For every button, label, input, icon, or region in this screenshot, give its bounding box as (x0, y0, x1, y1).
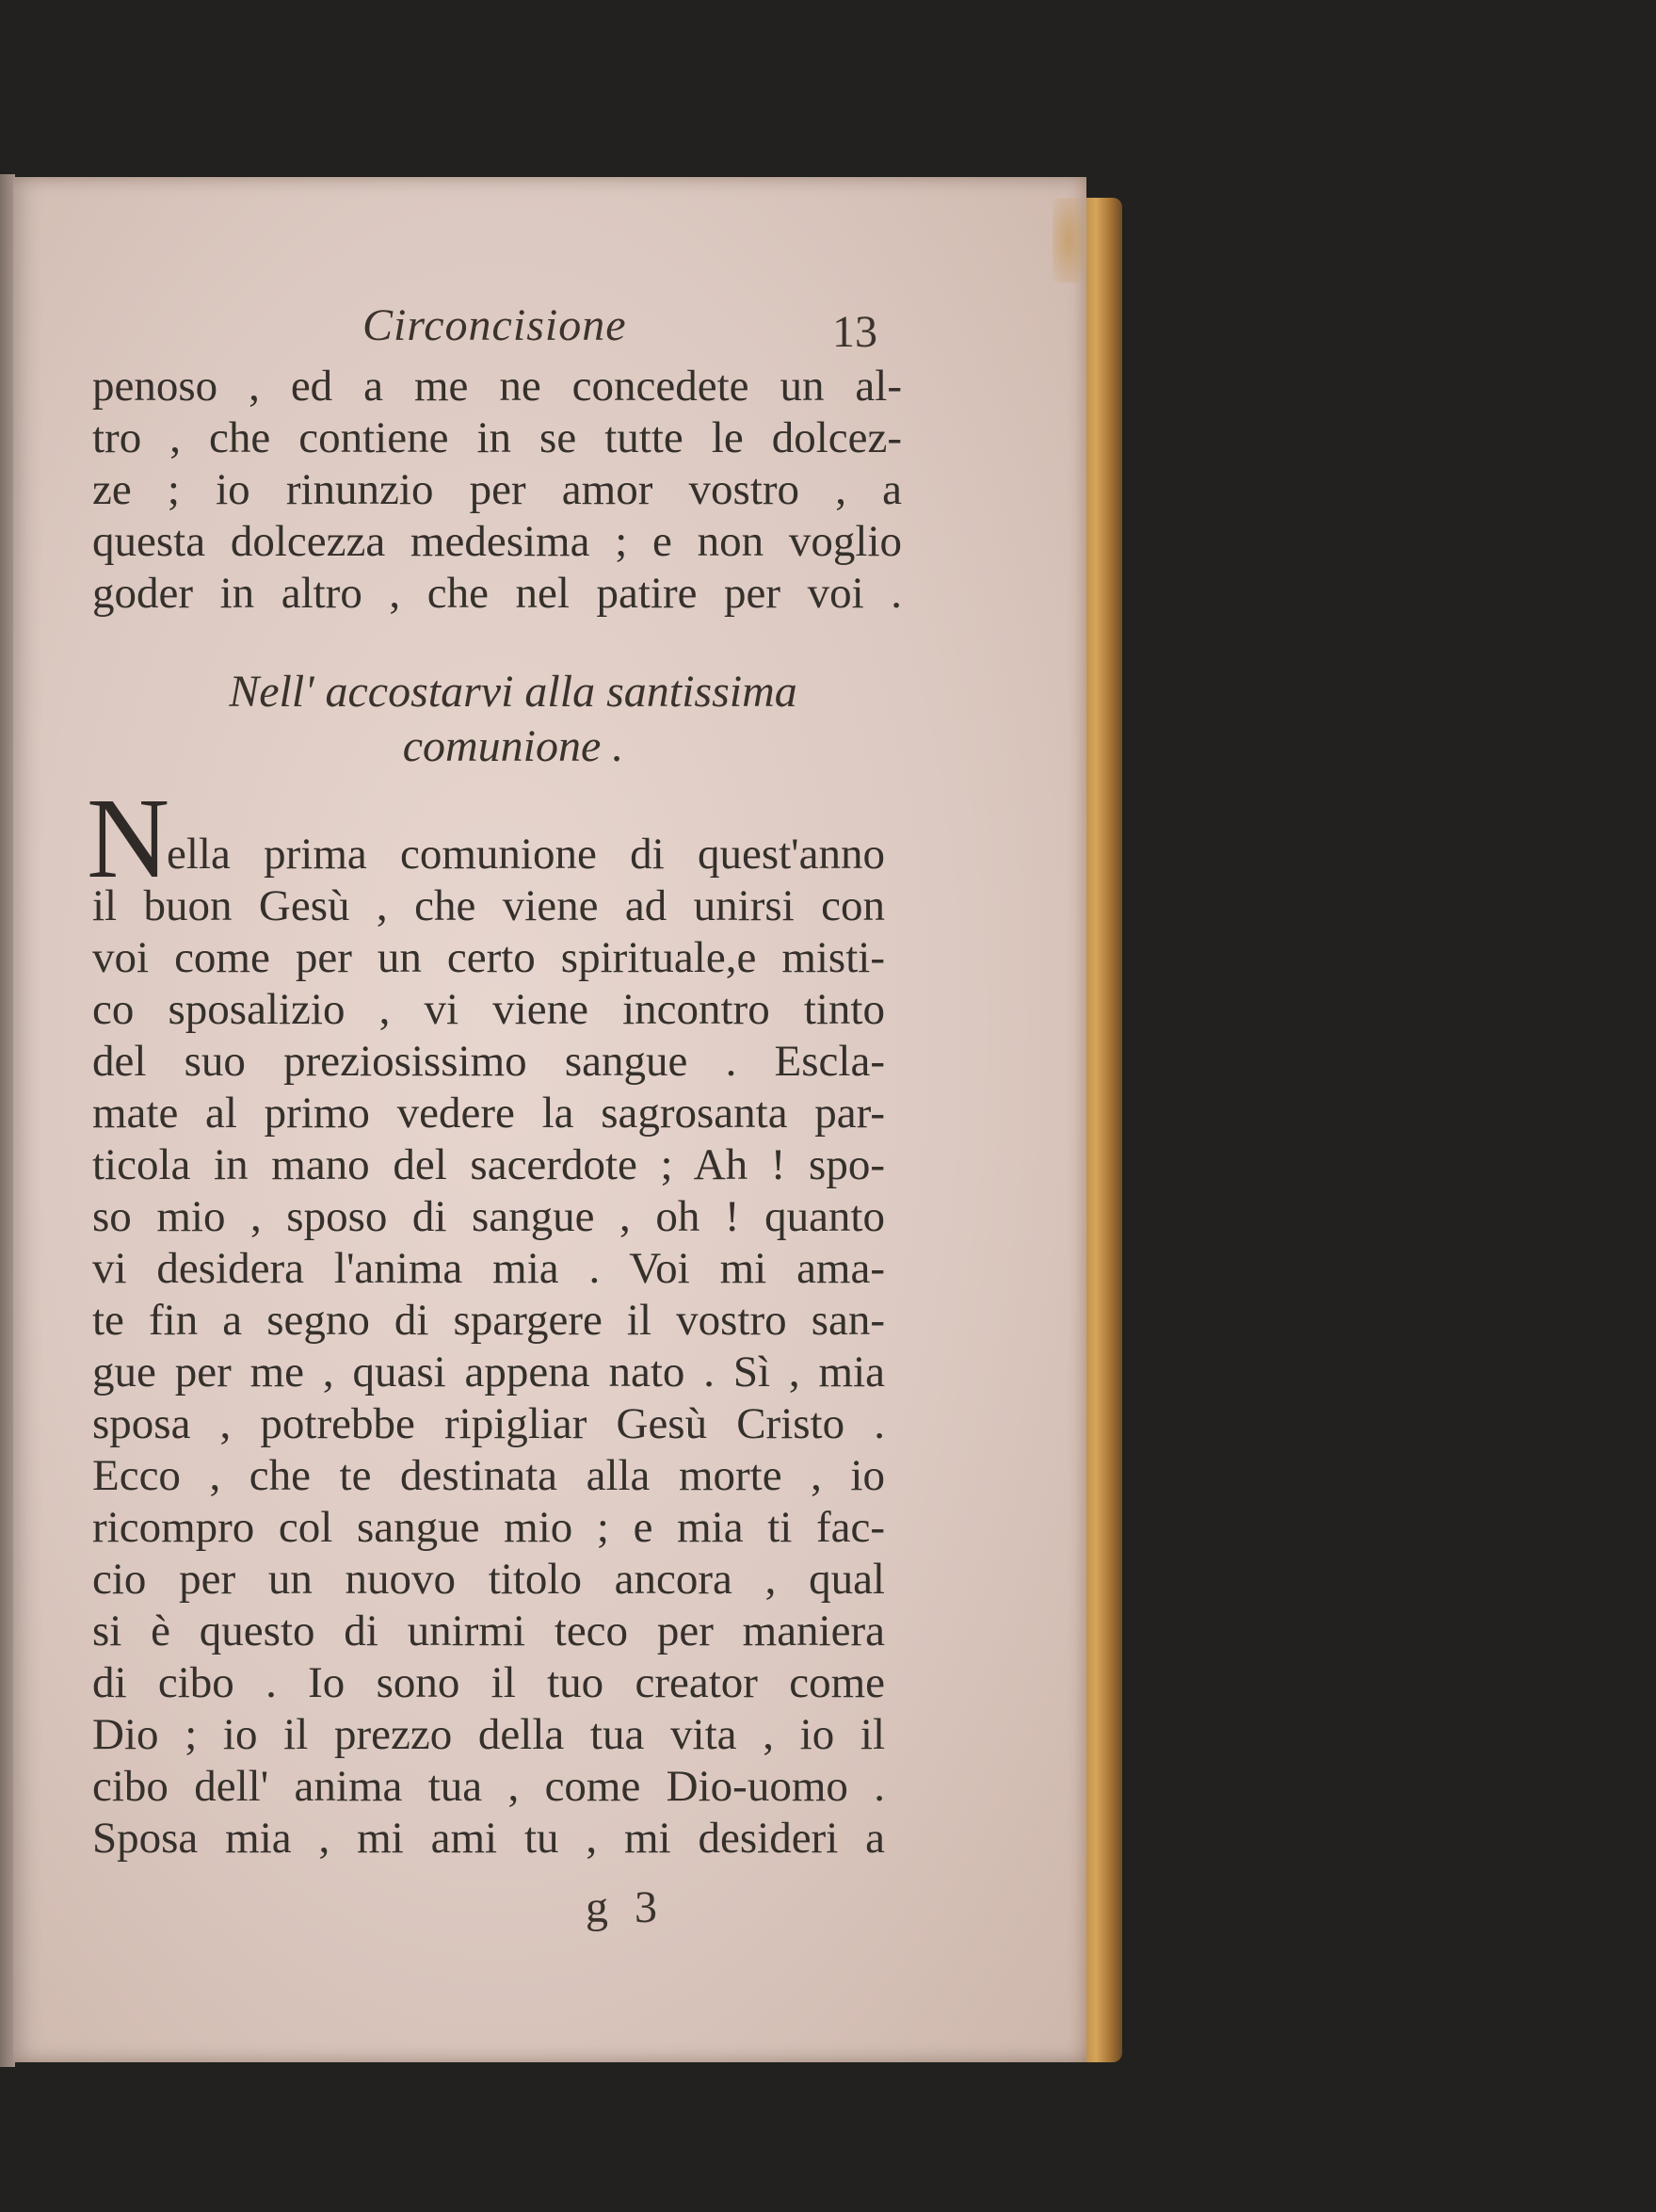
text-line: Dio ; io il prezzo della tua vita , io il (92, 1710, 885, 1759)
text-line: del suo preziosissimo sangue . Escla- (92, 1037, 885, 1086)
drop-cap: N (87, 775, 170, 902)
text-line: so mio , sposo di sangue , oh ! quanto (92, 1192, 885, 1241)
text-line: tro , che contiene in se tutte le dolcez- (92, 413, 902, 462)
text-line: ricompro col sangue mio ; e mia ti fac- (92, 1503, 885, 1552)
text-line: penoso , ed a me ne concedete un al- (92, 362, 902, 411)
text-line: gue per me , quasi appena nato . Sì , mia (92, 1348, 885, 1397)
text-line: Ecco , che te destinata alla morte , io (92, 1451, 885, 1500)
text-line: di cibo . Io sono il tuo creator come (92, 1658, 885, 1707)
text-line: co sposalizio , vi viene incontro tinto (92, 985, 885, 1034)
text-line: ze ; io rinunzio per amor vostro , a (92, 465, 902, 514)
text-line: sposa , potrebbe ripigliar Gesù Cristo . (92, 1399, 885, 1448)
text-line: voi come per un certo spirituale,e misti- (92, 933, 885, 982)
text-line: Sposa mia , mi ami tu , mi desideri a (92, 1814, 885, 1863)
text-line: cibo dell' anima tua , come Dio-uomo . (92, 1762, 885, 1811)
text-line: te fin a segno di spargere il vostro san- (92, 1296, 885, 1345)
signature-mark: g 3 (586, 1882, 665, 1932)
text-line: mate al primo vedere la sagrosanta par- (92, 1089, 885, 1138)
running-title: Circoncisione (362, 300, 627, 350)
page-stain (1053, 198, 1085, 283)
text-line: vi desidera l'anima mia . Voi mi ama- (92, 1244, 885, 1293)
section-heading-line: Nell' accostarvi alla santissima (229, 667, 797, 717)
text-line: goder in altro , che nel patire per voi . (92, 569, 902, 618)
page-number: 13 (832, 307, 877, 357)
text-line: ticola in mano del sacerdote ; Ah ! spo- (92, 1140, 885, 1189)
text-line: si è questo di unirmi teco per maniera (92, 1607, 885, 1655)
section-heading (141, 665, 885, 774)
body-paragraph (92, 829, 885, 1865)
text-line: questa dolcezza medesima ; e non voglio (92, 517, 902, 566)
section-heading-line: comunione . (402, 721, 624, 771)
opening-paragraph (92, 361, 902, 620)
text-line: ella prima comunione di quest'anno (167, 830, 885, 879)
text-line: il buon Gesù , che viene ad unirsi con (92, 881, 885, 930)
text-line: cio per un nuovo titolo ancora , qual (92, 1555, 885, 1604)
